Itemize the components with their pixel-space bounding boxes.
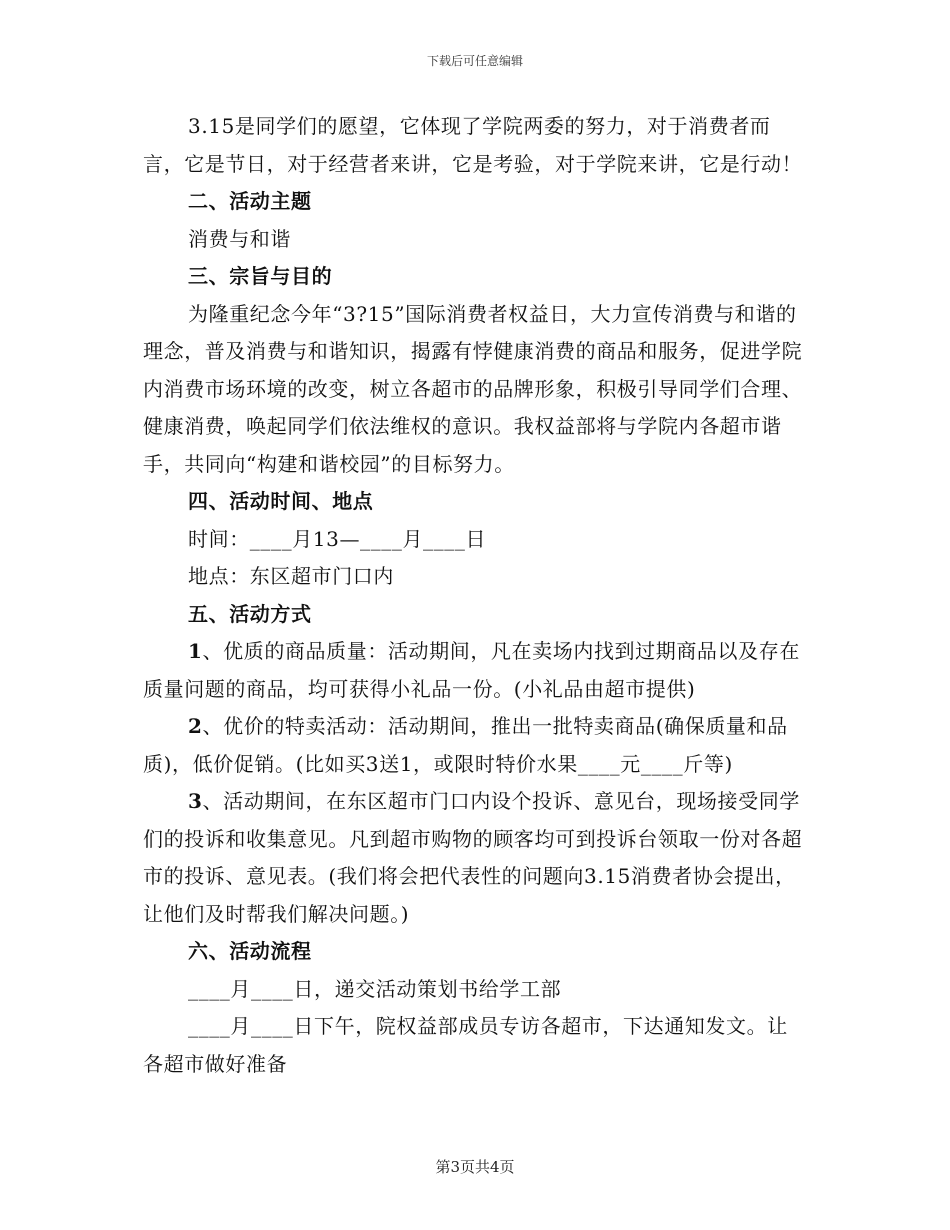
process-step-1: ____月____日，递交活动策划书给学工部 xyxy=(188,976,562,1001)
section-heading-purpose: 三、宗旨与目的 xyxy=(188,264,333,288)
page-header: 下载后可任意编辑 xyxy=(426,54,523,68)
process-step-2: ____月____日下午，院权益部成员专访各超市，下达通知发文。让各超市做好准备 xyxy=(143,1014,788,1076)
intro-paragraph: 3.15是同学们的愿望，它体现了学院两委的努力，对于消费者而言，它是节日，对于经营者来讲，它是考验，对于学院来讲，它是行动！ xyxy=(143,114,803,176)
method-item-text: 、优价的特卖活动：活动期间，推出一批特卖商品(确保质量和品质)，低价促销。(比如买3送1，或限时特价水果____元____斤等) xyxy=(143,714,788,776)
place-line: 地点：东区超市门口内 xyxy=(188,564,394,588)
method-item-number: 1 xyxy=(188,639,203,663)
method-item-1 xyxy=(143,633,805,708)
page-footer: 第3页共4页 xyxy=(435,1158,515,1176)
theme-paragraph: 消费与和谐 xyxy=(188,226,291,251)
section-heading-method: 五、活动方式 xyxy=(188,601,312,626)
method-item-text: 、活动期间，在东区超市门口内设个投诉、意见台，现场接受同学们的投诉和收集意见。凡到超市购物的顾客均可到投诉台领取一份对各超市的投诉、意见表。(我们将会把代表性的问题向3.15消费者协会提出，让他们及时帮我们解决问题。) xyxy=(143,789,803,926)
method-item-number: 2 xyxy=(188,714,203,738)
purpose-paragraph: 为隆重纪念今年“3?15”国际消费者权益日，大力宣传消费与和谐的理念，普及消费与和谐知识，揭露有悖健康消费的商品和服务，促进学院内消费市场环境的改变，树立各超市的品牌形象，积极引导同学们合理、健康消费，唤起同学们依法维权的意识。我权益部将与学院内各超市谐手，共同向“构建和谐校园”的目标努力。 xyxy=(143,301,803,476)
method-item-3 xyxy=(143,783,805,933)
document-body xyxy=(143,108,805,1083)
section-heading-time-place: 四、活动时间、地点 xyxy=(188,489,374,513)
method-item-text: 、优质的商品质量：活动期间，凡在卖场内找到过期商品以及存在质量问题的商品，均可获得小礼品一份。(小礼品由超市提供) xyxy=(143,639,800,701)
section-heading-process: 六、活动流程 xyxy=(188,939,312,963)
method-item-number: 3 xyxy=(188,789,203,813)
section-heading-theme: 二、活动主题 xyxy=(188,189,312,213)
time-line: 时间：____月13—____月____日 xyxy=(188,526,487,551)
method-item-2 xyxy=(143,708,805,783)
